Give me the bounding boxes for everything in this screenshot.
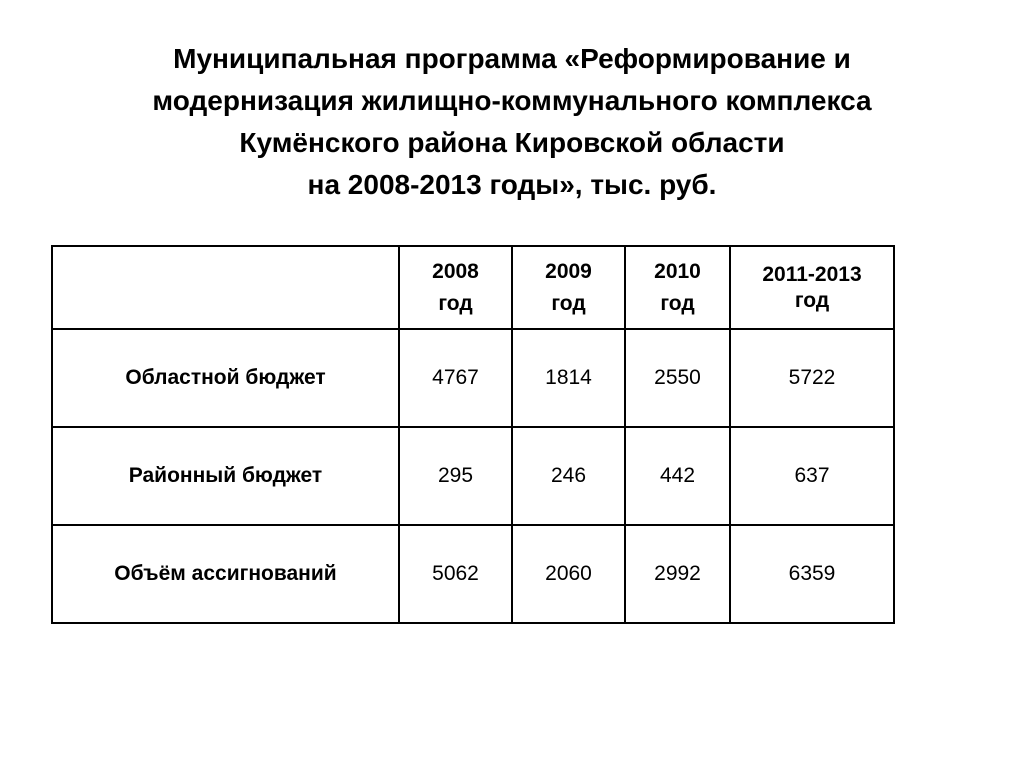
- header-2008: [399, 246, 512, 329]
- header-2011-2013: [730, 246, 894, 329]
- cell-value: 5722: [730, 329, 894, 427]
- cell-value: 442: [625, 427, 730, 525]
- cell-value: 2060: [512, 525, 625, 623]
- budget-table: [51, 245, 895, 624]
- table-row: [52, 329, 894, 427]
- cell-value: 1814: [512, 329, 625, 427]
- cell-value: 2550: [625, 329, 730, 427]
- cell-value: 6359: [730, 525, 894, 623]
- table-row: [52, 427, 894, 525]
- header-year: 2009: [545, 259, 592, 283]
- header-unit: год: [438, 291, 473, 315]
- cell-value: 246: [512, 427, 625, 525]
- header-2009: [512, 246, 625, 329]
- row-label: Областной бюджет: [52, 329, 399, 427]
- header-year: 2011-2013: [762, 262, 862, 286]
- header-year: 2010: [654, 259, 701, 283]
- header-unit: год: [551, 291, 586, 315]
- table-header-row: [52, 246, 894, 329]
- header-unit: год: [660, 291, 695, 315]
- header-2010: [625, 246, 730, 329]
- header-empty-cell: [52, 246, 399, 329]
- cell-value: 295: [399, 427, 512, 525]
- title-line: модернизация жилищно-коммунального комплекса: [152, 85, 872, 116]
- table-row: [52, 525, 894, 623]
- header-unit: год: [794, 288, 830, 312]
- cell-value: 4767: [399, 329, 512, 427]
- cell-value: 637: [730, 427, 894, 525]
- row-label: Объём ассигнований: [52, 525, 399, 623]
- row-label: Районный бюджет: [52, 427, 399, 525]
- cell-value: 5062: [399, 525, 512, 623]
- title-line: Кумёнского района Кировской области: [239, 127, 785, 158]
- header-year: 2008: [432, 259, 479, 283]
- cell-value: 2992: [625, 525, 730, 623]
- page-title: [40, 38, 984, 206]
- title-line: на 2008-2013 годы», тыс. руб.: [307, 169, 717, 200]
- title-line: Муниципальная программа «Реформирование и: [173, 43, 851, 74]
